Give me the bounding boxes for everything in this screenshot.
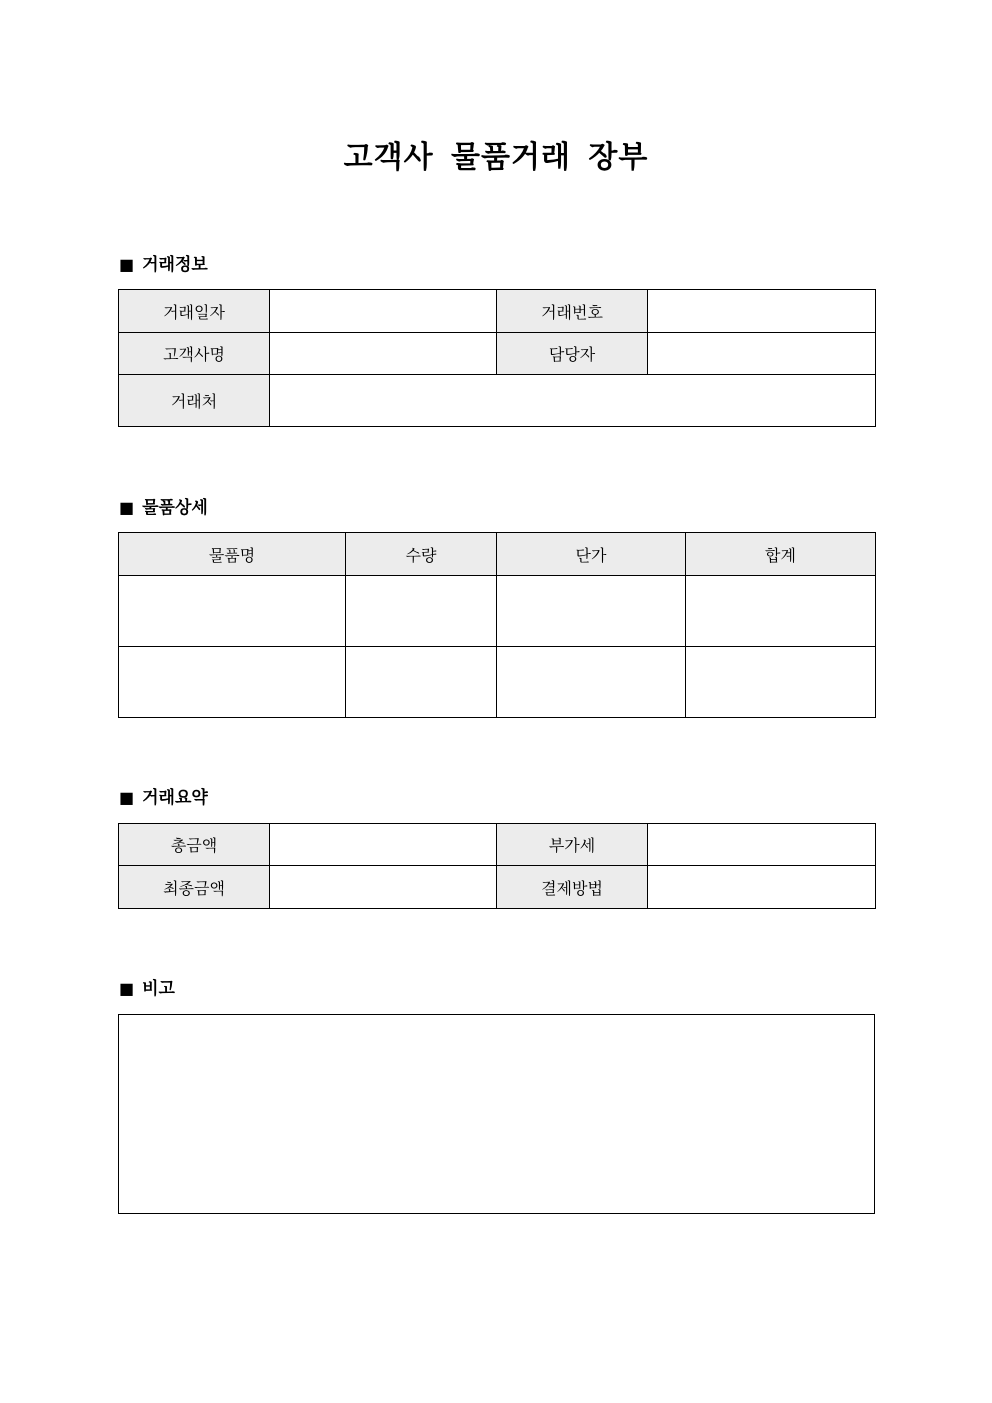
table-header-row bbox=[119, 533, 876, 576]
cell-subtotal[interactable] bbox=[686, 576, 876, 647]
section-heading-items bbox=[119, 496, 208, 520]
column-header-item-name: 물품명 bbox=[119, 533, 346, 576]
label-transaction-number: 거래번호 bbox=[497, 290, 648, 333]
field-transaction-date[interactable] bbox=[270, 290, 497, 333]
field-vat[interactable] bbox=[648, 824, 876, 866]
column-header-subtotal: 합계 bbox=[686, 533, 876, 576]
cell-item-name[interactable] bbox=[119, 576, 346, 647]
cell-quantity[interactable] bbox=[346, 576, 497, 647]
field-total-amount[interactable] bbox=[270, 824, 497, 866]
square-bullet-icon: ■ bbox=[119, 788, 135, 807]
field-manager[interactable] bbox=[648, 333, 876, 375]
table-row bbox=[119, 290, 876, 333]
square-bullet-icon: ■ bbox=[119, 498, 135, 517]
section-title: 거래정보 bbox=[142, 255, 208, 275]
cell-subtotal[interactable] bbox=[686, 647, 876, 718]
column-header-unit-price: 단가 bbox=[497, 533, 686, 576]
section-title: 거래요약 bbox=[142, 788, 208, 808]
page-title: 고객사 물품거래 장부 bbox=[343, 140, 649, 175]
section-title: 물품상세 bbox=[142, 498, 208, 518]
section-title: 비고 bbox=[142, 979, 175, 999]
cell-unit-price[interactable] bbox=[497, 576, 686, 647]
table-row bbox=[119, 333, 876, 375]
cell-quantity[interactable] bbox=[346, 647, 497, 718]
cell-unit-price[interactable] bbox=[497, 647, 686, 718]
section-heading-info bbox=[119, 253, 208, 277]
label-final-amount: 최종금액 bbox=[119, 866, 270, 909]
table-row bbox=[119, 576, 876, 647]
square-bullet-icon: ■ bbox=[119, 979, 135, 998]
label-client-name: 고객사명 bbox=[119, 333, 270, 375]
label-vat: 부가세 bbox=[497, 824, 648, 866]
notes-box[interactable] bbox=[118, 1014, 875, 1214]
square-bullet-icon: ■ bbox=[119, 255, 135, 274]
label-payment-method: 결제방법 bbox=[497, 866, 648, 909]
table-row bbox=[119, 375, 876, 427]
table-row bbox=[119, 866, 876, 909]
field-final-amount[interactable] bbox=[270, 866, 497, 909]
section-heading-notes bbox=[119, 977, 175, 1001]
field-partner[interactable] bbox=[270, 375, 876, 427]
label-partner: 거래처 bbox=[119, 375, 270, 427]
field-payment-method[interactable] bbox=[648, 866, 876, 909]
item-detail-table bbox=[118, 532, 876, 718]
field-client-name[interactable] bbox=[270, 333, 497, 375]
label-total-amount: 총금액 bbox=[119, 824, 270, 866]
table-row bbox=[119, 824, 876, 866]
cell-item-name[interactable] bbox=[119, 647, 346, 718]
transaction-summary-table bbox=[118, 823, 876, 909]
section-heading-summary bbox=[119, 786, 208, 810]
label-transaction-date: 거래일자 bbox=[119, 290, 270, 333]
label-manager: 담당자 bbox=[497, 333, 648, 375]
transaction-info-table bbox=[118, 289, 876, 427]
table-row bbox=[119, 647, 876, 718]
field-transaction-number[interactable] bbox=[648, 290, 876, 333]
column-header-quantity: 수량 bbox=[346, 533, 497, 576]
